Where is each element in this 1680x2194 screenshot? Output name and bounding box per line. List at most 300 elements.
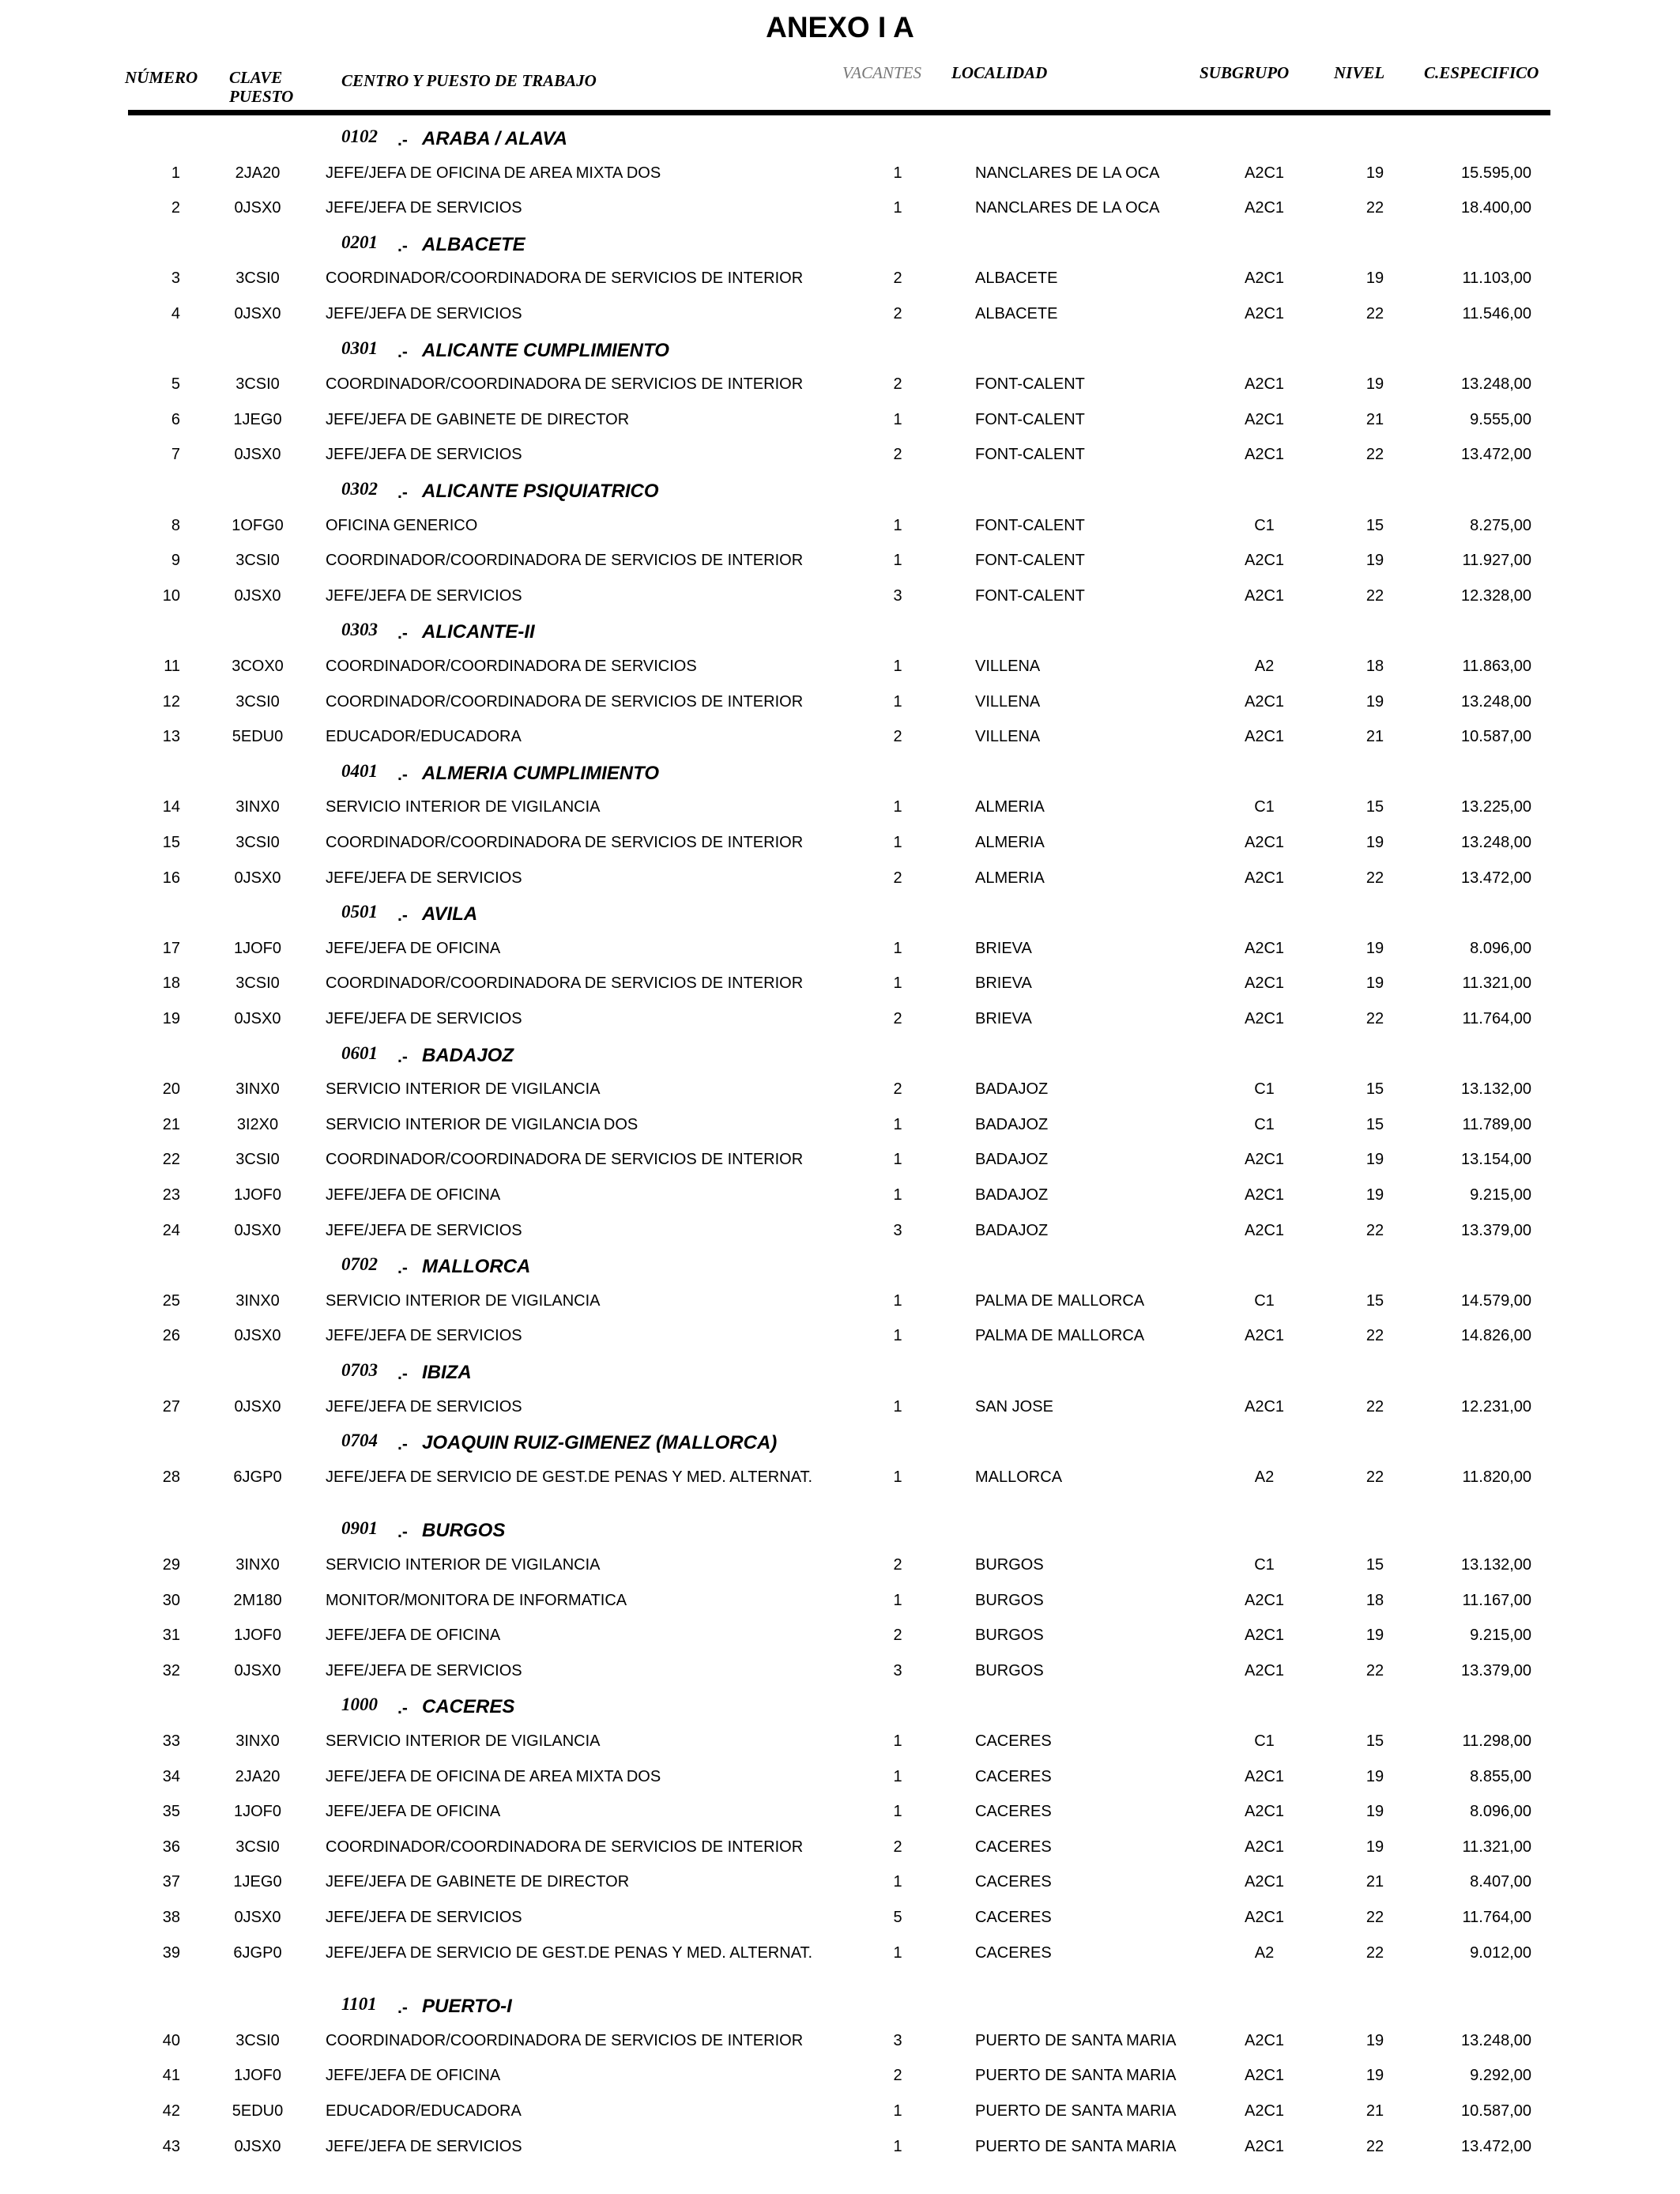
section-name: ALMERIA CUMPLIMIENTO	[422, 762, 659, 784]
row-number: 4	[171, 305, 180, 322]
section-separator: .-	[397, 131, 408, 149]
table-row	[0, 798, 1680, 830]
row-clave: 3I2X0	[236, 1115, 279, 1133]
row-number: 41	[162, 2067, 180, 2085]
table-row	[0, 587, 1680, 619]
row-localidad: BADAJOZ	[975, 1080, 1049, 1099]
row-localidad: BADAJOZ	[975, 1115, 1049, 1133]
row-nivel: 19	[1365, 1767, 1384, 1785]
section-header	[0, 338, 1680, 370]
row-vacantes: 1	[893, 974, 902, 993]
table-row	[0, 199, 1680, 231]
row-vacantes: 1	[893, 1397, 902, 1416]
row-localidad: BADAJOZ	[975, 1151, 1049, 1169]
row-clave: 3CSI0	[235, 974, 280, 993]
row-number: 30	[162, 1591, 180, 1609]
row-number: 27	[162, 1397, 180, 1416]
table-row	[0, 728, 1680, 760]
row-localidad: BURGOS	[975, 1591, 1044, 1609]
row-localidad: SAN JOSE	[975, 1397, 1053, 1416]
row-subgrupo: A2C1	[1244, 1151, 1285, 1169]
row-nivel: 19	[1365, 2067, 1384, 2085]
header-rule	[128, 110, 1550, 115]
row-especifico: 12.328,00	[1461, 586, 1531, 605]
row-localidad: VILLENA	[975, 658, 1041, 675]
section-header	[0, 126, 1680, 158]
row-vacantes: 1	[893, 1291, 902, 1310]
row-vacantes: 1	[893, 1115, 902, 1133]
row-subgrupo: A2	[1254, 1943, 1275, 1962]
row-number: 26	[162, 1327, 180, 1345]
row-subgrupo: A2C1	[1244, 375, 1285, 394]
row-description: COORDINADOR/COORDINADORA DE SERVICIOS DE INTERIOR	[326, 692, 804, 711]
row-nivel: 22	[1365, 586, 1384, 605]
row-nivel: 22	[1365, 1010, 1384, 1027]
table-row	[0, 1292, 1680, 1324]
table-row	[0, 1768, 1680, 1800]
row-localidad: PALMA DE MALLORCA	[975, 1327, 1145, 1345]
row-nivel: 15	[1365, 1080, 1384, 1099]
table-row	[0, 869, 1680, 901]
row-subgrupo: A2C1	[1244, 164, 1285, 182]
row-description: JEFE/JEFA DE SERVICIO DE GEST.DE PENAS Y MED. ALTERNAT.	[326, 1468, 813, 1486]
row-clave: 3CSI0	[235, 1151, 280, 1169]
section-name: MALLORCA	[422, 1256, 531, 1278]
row-number: 10	[162, 586, 180, 605]
row-description: COORDINADOR/COORDINADORA DE SERVICIOS DE INTERIOR	[326, 834, 804, 851]
row-localidad: CACERES	[975, 1732, 1052, 1750]
row-subgrupo: A2C1	[1244, 1221, 1285, 1239]
table-row	[0, 940, 1680, 971]
section-header	[0, 1695, 1680, 1726]
row-number: 34	[162, 1767, 180, 1785]
row-number: 19	[162, 1010, 180, 1027]
row-clave: 1JOF0	[233, 1186, 282, 1204]
row-especifico: 11.298,00	[1462, 1732, 1531, 1750]
table-row	[0, 693, 1680, 725]
row-description: JEFE/JEFA DE SERVICIOS	[326, 1661, 522, 1679]
row-clave: 5EDU0	[232, 728, 284, 746]
row-clave: 0JSX0	[234, 305, 281, 322]
row-number: 22	[162, 1151, 180, 1169]
row-especifico: 11.927,00	[1462, 552, 1531, 570]
row-vacantes: 5	[893, 1909, 902, 1926]
row-vacantes: 1	[893, 2137, 902, 2155]
section-code: 0301	[341, 337, 378, 358]
row-number: 16	[162, 869, 180, 887]
row-localidad: BURGOS	[975, 1661, 1044, 1679]
row-vacantes: 1	[893, 939, 902, 957]
row-description: COORDINADOR/COORDINADORA DE SERVICIOS DE INTERIOR	[326, 375, 804, 394]
row-description: JEFE/JEFA DE SERVICIOS	[326, 305, 522, 322]
section-code: 0601	[341, 1042, 378, 1063]
row-description: SERVICIO INTERIOR DE VIGILANCIA	[326, 798, 601, 816]
row-number: 18	[162, 974, 180, 993]
row-localidad: FONT-CALENT	[975, 375, 1085, 394]
row-clave: 0JSX0	[234, 586, 281, 605]
row-clave: 0JSX0	[234, 1661, 281, 1679]
table-row	[0, 1838, 1680, 1870]
section-name: ARABA / ALAVA	[422, 128, 567, 149]
row-number: 13	[162, 728, 180, 746]
row-localidad: PUERTO DE SANTA MARIA	[975, 2137, 1177, 2155]
row-localidad: NANCLARES DE LA OCA	[975, 164, 1160, 182]
section-header	[0, 1043, 1680, 1075]
row-especifico: 9.012,00	[1470, 1943, 1531, 1962]
row-clave: 2JA20	[235, 164, 281, 182]
row-especifico: 8.407,00	[1470, 1873, 1531, 1891]
row-vacantes: 1	[893, 834, 902, 851]
table-row	[0, 1627, 1680, 1658]
row-subgrupo: A2C1	[1244, 939, 1285, 957]
section-code: 0102	[341, 126, 378, 146]
row-clave: 3CSI0	[235, 1838, 280, 1856]
section-separator: .-	[397, 236, 408, 255]
row-clave: 3INX0	[235, 1732, 280, 1750]
row-description: COORDINADOR/COORDINADORA DE SERVICIOS DE INTERIOR	[326, 270, 804, 288]
row-nivel: 19	[1365, 1838, 1384, 1856]
row-especifico: 10.587,00	[1461, 2102, 1531, 2120]
row-description: JEFE/JEFA DE SERVICIOS	[326, 1909, 522, 1926]
row-localidad: CACERES	[975, 1909, 1052, 1926]
row-number: 23	[162, 1186, 180, 1204]
row-localidad: CACERES	[975, 1838, 1052, 1856]
section-code: 0303	[341, 620, 378, 640]
row-nivel: 22	[1365, 199, 1384, 217]
row-nivel: 18	[1365, 658, 1384, 675]
row-vacantes: 1	[893, 164, 902, 182]
row-nivel: 21	[1365, 2102, 1384, 2120]
row-number: 3	[171, 270, 180, 288]
row-nivel: 15	[1365, 516, 1384, 534]
row-vacantes: 3	[893, 1221, 902, 1239]
row-especifico: 13.154,00	[1461, 1151, 1531, 1169]
section-separator: .-	[397, 1999, 408, 2018]
row-localidad: PUERTO DE SANTA MARIA	[975, 2031, 1177, 2049]
row-description: MONITOR/MONITORA DE INFORMATICA	[326, 1591, 627, 1609]
row-vacantes: 2	[893, 1838, 902, 1856]
row-number: 24	[162, 1221, 180, 1239]
row-vacantes: 1	[893, 1591, 902, 1609]
row-clave: 1JOF0	[233, 2067, 282, 2085]
row-subgrupo: A2C1	[1244, 1803, 1285, 1821]
row-vacantes: 2	[893, 869, 902, 887]
row-vacantes: 1	[893, 1803, 902, 1821]
section-code: 1101	[341, 1994, 377, 2015]
row-localidad: CACERES	[975, 1873, 1052, 1891]
row-subgrupo: C1	[1254, 1732, 1275, 1750]
section-code: 0201	[341, 232, 378, 252]
row-especifico: 11.863,00	[1462, 658, 1531, 675]
table-row	[0, 1010, 1680, 1042]
row-subgrupo: A2C1	[1244, 1909, 1285, 1926]
section-header	[0, 232, 1680, 264]
row-especifico: 8.275,00	[1470, 516, 1531, 534]
row-especifico: 13.248,00	[1461, 375, 1531, 394]
row-subgrupo: A2C1	[1244, 1767, 1285, 1785]
row-clave: 3COX0	[232, 658, 284, 675]
row-nivel: 19	[1365, 164, 1384, 182]
row-especifico: 13.379,00	[1461, 1221, 1531, 1239]
row-nivel: 22	[1365, 1909, 1384, 1926]
section-name: CACERES	[422, 1696, 515, 1718]
row-subgrupo: A2C1	[1244, 305, 1285, 322]
row-clave: 1JOF0	[233, 939, 282, 957]
row-vacantes: 2	[893, 270, 902, 288]
row-subgrupo: A2C1	[1244, 1591, 1285, 1609]
row-description: JEFE/JEFA DE SERVICIOS	[326, 2137, 522, 2155]
row-clave: 3INX0	[235, 798, 280, 816]
row-vacantes: 1	[893, 1943, 902, 1962]
row-number: 38	[162, 1909, 180, 1926]
row-vacantes: 1	[893, 658, 902, 675]
row-number: 6	[171, 410, 180, 428]
section-header	[0, 1431, 1680, 1462]
row-subgrupo: A2C1	[1244, 1186, 1285, 1204]
section-header	[0, 761, 1680, 793]
row-nivel: 22	[1365, 2137, 1384, 2155]
section-header	[0, 902, 1680, 933]
row-clave: 0JSX0	[234, 869, 281, 887]
row-number: 11	[164, 658, 180, 675]
row-number: 12	[162, 692, 180, 711]
row-localidad: BADAJOZ	[975, 1186, 1049, 1204]
row-subgrupo: A2C1	[1244, 410, 1285, 428]
row-clave: 3INX0	[235, 1080, 280, 1099]
table-row	[0, 1662, 1680, 1694]
row-clave: 0JSX0	[234, 199, 281, 217]
row-subgrupo: C1	[1254, 1115, 1275, 1133]
section-separator: .-	[397, 765, 408, 784]
row-especifico: 14.579,00	[1461, 1291, 1531, 1310]
row-localidad: BRIEVA	[975, 1010, 1032, 1027]
row-localidad: BURGOS	[975, 1627, 1044, 1645]
row-subgrupo: A2C1	[1244, 974, 1285, 993]
row-subgrupo: A2	[1254, 658, 1275, 675]
row-subgrupo: A2C1	[1244, 869, 1285, 887]
section-name: ALICANTE CUMPLIMIENTO	[422, 339, 669, 361]
row-number: 28	[162, 1468, 180, 1486]
row-vacantes: 3	[893, 586, 902, 605]
row-subgrupo: A2C1	[1244, 199, 1285, 217]
table-row	[0, 2032, 1680, 2064]
row-nivel: 19	[1365, 1186, 1384, 1204]
section-code: 0702	[341, 1254, 378, 1275]
table-row	[0, 1398, 1680, 1430]
row-nivel: 19	[1365, 2031, 1384, 2049]
row-nivel: 19	[1365, 270, 1384, 288]
row-number: 32	[162, 1661, 180, 1679]
row-clave: 1OFG0	[232, 516, 284, 534]
row-description: JEFE/JEFA DE OFICINA	[326, 1186, 501, 1204]
row-clave: 2JA20	[235, 1767, 281, 1785]
row-vacantes: 2	[893, 1080, 902, 1099]
row-vacantes: 1	[893, 798, 902, 816]
row-number: 15	[162, 834, 180, 851]
row-localidad: FONT-CALENT	[975, 552, 1085, 570]
row-localidad: PALMA DE MALLORCA	[975, 1291, 1145, 1310]
row-nivel: 21	[1365, 410, 1384, 428]
row-subgrupo: A2C1	[1244, 2137, 1285, 2155]
row-especifico: 11.321,00	[1462, 974, 1531, 993]
row-especifico: 8.096,00	[1470, 939, 1531, 957]
table-row	[0, 1327, 1680, 1359]
row-number: 8	[171, 516, 180, 534]
row-especifico: 8.855,00	[1470, 1767, 1531, 1785]
row-especifico: 13.472,00	[1461, 446, 1531, 464]
row-localidad: CACERES	[975, 1943, 1052, 1962]
row-number: 42	[162, 2102, 180, 2120]
row-localidad: PUERTO DE SANTA MARIA	[975, 2067, 1177, 2085]
table-row	[0, 446, 1680, 477]
section-separator: .-	[397, 1365, 408, 1383]
row-number: 21	[162, 1115, 180, 1133]
row-description: COORDINADOR/COORDINADORA DE SERVICIOS DE INTERIOR	[326, 1151, 804, 1169]
section-header	[0, 1518, 1680, 1550]
row-clave: 2M180	[233, 1591, 282, 1609]
row-localidad: FONT-CALENT	[975, 516, 1085, 534]
row-localidad: PUERTO DE SANTA MARIA	[975, 2102, 1177, 2120]
row-description: JEFE/JEFA DE OFICINA	[326, 1803, 501, 1821]
row-nivel: 22	[1365, 1468, 1384, 1486]
row-description: SERVICIO INTERIOR DE VIGILANCIA	[326, 1291, 601, 1310]
row-especifico: 9.292,00	[1470, 2067, 1531, 2085]
row-description: JEFE/JEFA DE OFICINA DE AREA MIXTA DOS	[326, 1767, 661, 1785]
table-row	[0, 305, 1680, 337]
row-description: JEFE/JEFA DE OFICINA	[326, 939, 501, 957]
table-row	[0, 1080, 1680, 1112]
row-subgrupo: A2	[1254, 1468, 1275, 1486]
row-description: JEFE/JEFA DE GABINETE DE DIRECTOR	[326, 410, 630, 428]
section-code: 1000	[341, 1695, 378, 1715]
section-name: ALICANTE-II	[422, 621, 535, 643]
row-vacantes: 1	[893, 199, 902, 217]
table-row	[0, 1909, 1680, 1940]
row-especifico: 9.215,00	[1470, 1186, 1531, 1204]
row-vacantes: 3	[893, 1661, 902, 1679]
row-clave: 3CSI0	[235, 834, 280, 851]
row-clave: 5EDU0	[232, 2102, 284, 2120]
row-subgrupo: C1	[1254, 516, 1275, 534]
table-row	[0, 2102, 1680, 2134]
row-clave: 0JSX0	[234, 1909, 281, 1926]
row-nivel: 22	[1365, 305, 1384, 322]
row-localidad: ALMERIA	[975, 798, 1045, 816]
row-nivel: 19	[1365, 692, 1384, 711]
row-subgrupo: A2C1	[1244, 834, 1285, 851]
row-clave: 0JSX0	[234, 446, 281, 464]
row-subgrupo: A2C1	[1244, 2067, 1285, 2085]
row-description: SERVICIO INTERIOR DE VIGILANCIA	[326, 1080, 601, 1099]
row-number: 2	[171, 199, 180, 217]
row-description: COORDINADOR/COORDINADORA DE SERVICIOS DE INTERIOR	[326, 2031, 804, 2049]
row-vacantes: 1	[893, 2102, 902, 2120]
table-row	[0, 2067, 1680, 2098]
row-clave: 1JEG0	[233, 410, 282, 428]
section-name: BURGOS	[422, 1520, 506, 1542]
row-subgrupo: A2C1	[1244, 2102, 1285, 2120]
row-subgrupo: C1	[1254, 798, 1275, 816]
row-vacantes: 1	[893, 1151, 902, 1169]
row-especifico: 11.820,00	[1462, 1468, 1531, 1486]
row-especifico: 13.472,00	[1461, 869, 1531, 887]
row-especifico: 11.789,00	[1462, 1115, 1531, 1133]
row-vacantes: 1	[893, 1732, 902, 1750]
row-localidad: BRIEVA	[975, 939, 1032, 957]
row-nivel: 15	[1365, 798, 1384, 816]
row-localidad: BRIEVA	[975, 974, 1032, 993]
row-vacantes: 2	[893, 1010, 902, 1027]
section-separator: .-	[397, 1523, 408, 1542]
row-clave: 0JSX0	[234, 1397, 281, 1416]
header-centro: CENTRO Y PUESTO DE TRABAJO	[341, 71, 597, 90]
row-especifico: 11.103,00	[1462, 270, 1531, 288]
row-especifico: 11.764,00	[1462, 1010, 1531, 1027]
row-localidad: BADAJOZ	[975, 1221, 1049, 1239]
table-row	[0, 1186, 1680, 1218]
row-nivel: 19	[1365, 974, 1384, 993]
header-vacantes: VACANTES	[842, 63, 921, 82]
row-localidad: ALBACETE	[975, 270, 1058, 288]
row-subgrupo: A2C1	[1244, 1397, 1285, 1416]
table-row	[0, 1873, 1680, 1905]
row-number: 35	[162, 1803, 180, 1821]
row-nivel: 22	[1365, 1661, 1384, 1679]
row-number: 33	[162, 1732, 180, 1750]
section-code: 0501	[341, 902, 378, 922]
row-clave: 6JGP0	[233, 1468, 282, 1486]
row-description: JEFE/JEFA DE SERVICIOS	[326, 1397, 522, 1416]
section-header	[0, 1994, 1680, 2026]
row-nivel: 22	[1365, 1397, 1384, 1416]
section-separator: .-	[397, 1047, 408, 1066]
section-header	[0, 1254, 1680, 1286]
row-especifico: 12.231,00	[1461, 1397, 1531, 1416]
table-row	[0, 517, 1680, 548]
row-clave: 3INX0	[235, 1556, 280, 1574]
row-subgrupo: A2C1	[1244, 1010, 1285, 1027]
row-nivel: 19	[1365, 1151, 1384, 1169]
row-number: 40	[162, 2031, 180, 2049]
row-nivel: 18	[1365, 1591, 1384, 1609]
row-nivel: 19	[1365, 1803, 1384, 1821]
row-subgrupo: A2C1	[1244, 270, 1285, 288]
row-subgrupo: A2C1	[1244, 446, 1285, 464]
row-localidad: ALMERIA	[975, 869, 1045, 887]
row-nivel: 22	[1365, 446, 1384, 464]
row-nivel: 19	[1365, 552, 1384, 570]
row-clave: 3CSI0	[235, 270, 280, 288]
row-subgrupo: A2C1	[1244, 552, 1285, 570]
row-clave: 3CSI0	[235, 552, 280, 570]
section-separator: .-	[397, 484, 408, 502]
header-subgrupo: SUBGRUPO	[1200, 63, 1290, 82]
row-description: JEFE/JEFA DE SERVICIOS	[326, 869, 522, 887]
table-row	[0, 552, 1680, 583]
row-number: 25	[162, 1291, 180, 1310]
header-nivel: NIVEL	[1334, 63, 1385, 82]
row-vacantes: 1	[893, 516, 902, 534]
row-localidad: MALLORCA	[975, 1468, 1063, 1486]
section-header	[0, 620, 1680, 651]
row-vacantes: 1	[893, 1468, 902, 1486]
row-especifico: 18.400,00	[1461, 199, 1531, 217]
section-name: IBIZA	[422, 1362, 472, 1383]
row-vacantes: 1	[893, 552, 902, 570]
section-code: 0703	[341, 1360, 378, 1380]
row-vacantes: 3	[893, 2031, 902, 2049]
row-subgrupo: A2C1	[1244, 1838, 1285, 1856]
